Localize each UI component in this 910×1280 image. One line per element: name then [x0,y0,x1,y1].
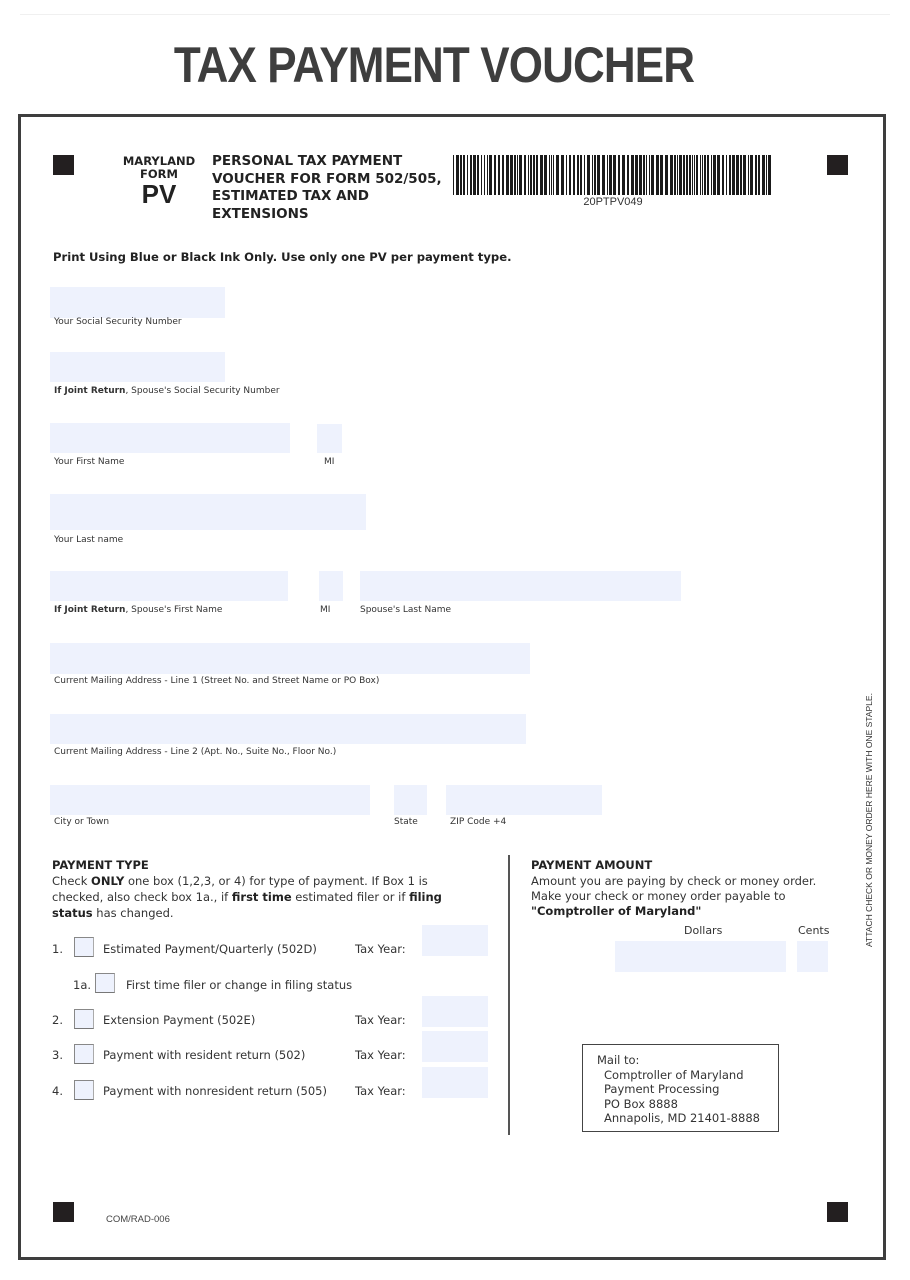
barcode-bar [517,155,518,195]
spouse-first-name-label [54,605,222,615]
barcode-bar [670,155,673,195]
barcode-bar [561,155,564,195]
city-input[interactable] [50,785,370,815]
mail-to-line: Annapolis, MD 21401-8888 [604,1111,760,1125]
amount-instr-text: Amount you are paying by check or money order. Make your check or money order payable to [531,874,817,903]
cents-input[interactable] [797,941,828,972]
form-code: PV [141,179,177,209]
barcode-bar [536,155,538,195]
barcode-bar [602,155,605,195]
barcode-bar [584,155,585,195]
mail-to-line: PO Box 8888 [604,1096,678,1111]
barcode-bar [569,155,571,195]
option-4-tax-year-label: Tax Year: [355,1084,406,1098]
spouse-first-name-label-text: , Spouse's First Name [125,605,223,615]
instr-text: estimated filer or if [291,890,410,904]
payment-type-title: PAYMENT TYPE [52,858,149,872]
barcode-bar [489,155,492,195]
barcode-text: 20PTPV049 [583,196,643,208]
barcode-bar [477,155,479,195]
state-label: State [394,817,418,827]
barcode-bar [750,155,753,195]
barcode-bar [453,155,454,195]
barcode-bar [540,155,543,195]
option-2-tax-year-label: Tax Year: [355,1013,406,1027]
option-4-number: 4. [52,1084,63,1098]
address-line1-input[interactable] [50,643,530,674]
dollars-input[interactable] [615,941,786,972]
barcode-bar [519,155,522,195]
barcode-bar [748,155,749,195]
option-1-tax-year-label: Tax Year: [355,942,406,956]
registration-mark-top-right [827,155,848,175]
city-label: City or Town [54,817,110,827]
dollars-label: Dollars [684,924,723,937]
spouse-first-name-input[interactable] [50,571,288,601]
barcode-bar [743,155,746,195]
option-4-checkbox[interactable] [74,1080,94,1100]
registration-mark-top-left [53,155,74,175]
mi-input[interactable] [317,424,342,453]
barcode-bar [704,155,706,195]
state-input[interactable] [394,785,427,815]
barcode-bar [528,155,529,195]
barcode-bar [498,155,500,195]
address-line2-label: Current Mailing Address - Line 2 (Apt. No., Suite No., Floor No.) [54,747,337,757]
barcode-bar [660,155,663,195]
section-divider [508,855,510,1135]
barcode-bar [702,155,703,195]
barcode-bar [696,155,698,195]
option-3-tax-year-input[interactable] [422,1031,488,1062]
option-3-tax-year-label: Tax Year: [355,1048,406,1062]
barcode-bar [556,155,559,195]
instr-first-time: first time [231,890,292,904]
instr-text: has changed. [92,906,174,920]
barcode-bar [592,155,593,195]
ssn-input[interactable] [50,287,225,318]
barcode-bar [711,155,712,195]
mail-to-line: Comptroller of Maryland [604,1067,744,1082]
staple-instruction: ATTACH CHECK OR MONEY ORDER HERE WITH ONE STAPLE. [864,693,874,947]
spouse-ssn-label-text: , Spouse's Social Security Number [125,386,280,396]
spouse-last-name-label: Spouse's Last Name [360,605,452,615]
option-3-checkbox[interactable] [74,1044,94,1064]
barcode-bar [631,155,634,195]
barcode-bar [577,155,579,195]
barcode-bar [707,155,709,195]
mail-to-line: Payment Processing [604,1082,720,1096]
barcode-bar [533,155,535,195]
last-name-label: Your Last name [54,535,124,545]
barcode-bar [506,155,509,195]
barcode-bar [580,155,582,195]
joint-return-label: If Joint Return [54,605,126,615]
barcode-bar [470,155,472,195]
zip-label: ZIP Code +4 [450,817,507,827]
barcode-bar [651,155,654,195]
instr-filing-status: filing status [52,890,442,920]
barcode-bar [622,155,625,195]
spouse-mi-label: MI [320,605,331,615]
barcode-bar [646,155,647,195]
barcode-bar [597,155,600,195]
barcode-bar [544,155,547,195]
last-name-input[interactable] [50,494,366,530]
address-line2-input[interactable] [50,714,526,744]
option-4-label: Payment with nonresident return (505) [103,1084,327,1098]
barcode-bar [732,155,735,195]
barcode-bar [700,155,701,195]
barcode-bar [502,155,504,195]
barcode-bar [460,155,462,195]
option-2-label: Extension Payment (502E) [103,1013,256,1027]
form-heading: PERSONAL TAX PAYMENT VOUCHER FOR FORM 502/505, ESTIMATED TAX AND EXTENSIONS [212,153,442,222]
option-1-checkbox[interactable] [74,937,94,957]
barcode-bar [627,155,629,195]
barcode-bar [524,155,526,195]
joint-return-label: If Joint Return [54,386,126,396]
mail-to-label: Mail to: [597,1053,640,1067]
barcode-bar [740,155,742,195]
barcode-bar [713,155,716,195]
barcode-bar [463,155,465,195]
option-2-number: 2. [52,1013,63,1027]
cents-label: Cents [798,924,830,937]
form-identifier [116,155,202,207]
option-3-number: 3. [52,1048,63,1062]
barcode-bar [530,155,532,195]
spouse-last-name-input[interactable] [360,571,681,601]
barcode-bar [613,155,616,195]
first-name-label: Your First Name [54,457,125,467]
barcode-bar [758,155,760,195]
barcode-bar [456,155,459,195]
barcode-bar [656,155,659,195]
barcode-bar [587,155,590,195]
barcode-bar [717,155,720,195]
spouse-ssn-label [54,386,280,396]
barcode-bar [677,155,678,195]
barcode-bar [674,155,676,195]
payee-name: "Comptroller of Maryland" [531,904,702,918]
barcode-bar [594,155,596,195]
barcode-bar [755,155,757,195]
barcode-bar [766,155,767,195]
barcode-bar [566,155,567,195]
barcode-bar [473,155,476,195]
barcode-bar [726,155,727,195]
instr-text: Check [52,874,92,888]
barcode-bar [643,155,645,195]
barcode-bar [510,155,513,195]
page-title: TAX PAYMENT VOUCHER [173,37,695,93]
option-1a-label: First time filer or change in filing status [126,978,353,992]
barcode-bar [494,155,496,195]
barcode [453,155,773,195]
top-divider [20,14,890,15]
first-name-input[interactable] [50,423,290,453]
option-4-tax-year-input[interactable] [422,1067,488,1098]
barcode-bar [635,155,638,195]
ink-instruction: Print Using Blue or Black Ink Only. Use only one PV per payment type. [53,250,512,264]
barcode-bar [762,155,765,195]
barcode-bar [679,155,682,195]
state-label: MARYLAND [122,154,196,168]
barcode-bar [768,155,771,195]
instr-text: one box (1,2,3, or 4) for type of payment. If Box 1 is checked, also check box 1a., if [52,874,428,904]
spouse-ssn-input[interactable] [50,352,225,382]
address-line1-label: Current Mailing Address - Line 1 (Street No. and Street Name or PO Box) [54,676,380,686]
barcode-bar [484,155,485,195]
barcode-bar [467,155,468,195]
option-1a-checkbox[interactable] [95,973,115,993]
option-1-label: Estimated Payment/Quarterly (502D) [103,942,317,956]
barcode-bar [607,155,608,195]
option-3-label: Payment with resident return (502) [103,1048,306,1062]
option-1-tax-year-input[interactable] [422,925,488,956]
barcode-bar [649,155,650,195]
barcode-bar [683,155,685,195]
barcode-bar [686,155,688,195]
barcode-bar [553,155,554,195]
spouse-mi-input[interactable] [319,571,343,601]
barcode-bar [551,155,552,195]
payment-amount-title: PAYMENT AMOUNT [531,858,653,872]
form-label: FORM [140,167,178,181]
barcode-bar [729,155,731,195]
option-2-checkbox[interactable] [74,1009,94,1029]
barcode-bar [665,155,668,195]
barcode-bar [573,155,575,195]
payment-type-instructions [52,873,464,921]
barcode-bar [694,155,695,195]
barcode-bar [481,155,482,195]
barcode-bar [689,155,691,195]
barcode-bar [692,155,693,195]
option-1a-number: 1a. [73,978,92,992]
option-1-number: 1. [52,942,63,956]
barcode-bar [736,155,739,195]
form-footer-code: COM/RAD-006 [106,1214,170,1225]
ssn-label: Your Social Security Number [54,317,182,327]
voucher-form [18,114,886,1260]
barcode-bar [722,155,724,195]
option-2-tax-year-input[interactable] [422,996,488,1027]
zip-input[interactable] [446,785,602,815]
barcode-bar [609,155,612,195]
barcode-bar [618,155,620,195]
barcode-bar [487,155,488,195]
registration-mark-bottom-left [53,1202,74,1222]
mail-to-box [582,1044,779,1132]
instr-only: ONLY [91,874,125,888]
registration-mark-bottom-right [827,1202,848,1222]
payment-amount-instructions [531,874,841,919]
barcode-bar [639,155,642,195]
mi-label: MI [324,457,335,467]
barcode-bar [549,155,550,195]
barcode-bar [514,155,516,195]
